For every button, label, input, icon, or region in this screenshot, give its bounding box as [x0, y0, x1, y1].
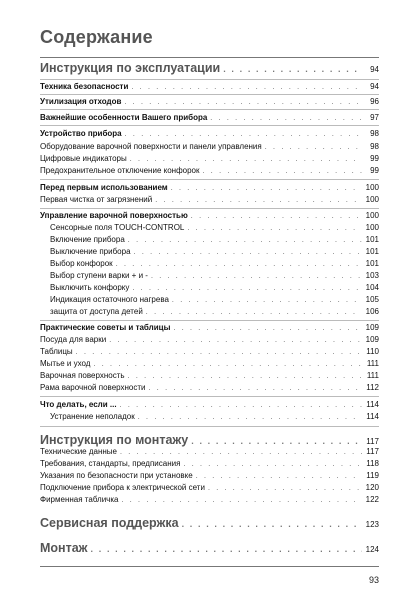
toc-entry-title: Включение прибора: [50, 235, 125, 244]
toc-entry-page: 100: [365, 195, 379, 204]
divider: [40, 396, 379, 397]
toc-entry-title: Практические советы и таблицы: [40, 323, 171, 332]
toc-entry[interactable]: [40, 371, 379, 382]
dot-leader: [116, 260, 362, 270]
dot-leader: [109, 336, 362, 346]
dot-leader: [171, 184, 362, 194]
toc-entry-title: Сенсорные поля TOUCH-CONTROL: [50, 223, 185, 232]
toc-entry-page: 94: [370, 65, 379, 74]
dot-leader: [223, 62, 362, 76]
toc-entry[interactable]: [40, 383, 379, 394]
toc-entry[interactable]: [40, 259, 379, 270]
dot-leader: [210, 114, 362, 124]
divider: [40, 125, 379, 126]
toc-entry-page: 111: [366, 371, 379, 380]
dot-leader: [146, 308, 362, 318]
dot-leader: [187, 224, 362, 234]
toc-entry-page: 97: [370, 113, 379, 122]
toc-entry[interactable]: [40, 183, 379, 194]
toc-entry[interactable]: [40, 471, 379, 482]
toc-entry[interactable]: [40, 271, 379, 282]
toc-entry-page: 105: [365, 295, 379, 304]
toc-entry[interactable]: [40, 97, 379, 108]
toc-entry-page: 100: [365, 183, 379, 192]
dot-leader: [120, 448, 362, 458]
toc-entry-title: Устройство прибора: [40, 129, 122, 138]
toc-entry-title: Мытье и уход: [40, 359, 91, 368]
dot-leader: [134, 248, 362, 258]
toc-entry-title: Техника безопасности: [40, 82, 129, 91]
toc-entry[interactable]: [40, 247, 379, 258]
footer-rule: [40, 566, 379, 567]
toc-entry-title: Требования, стандарты, предписания: [40, 459, 181, 468]
dot-leader: [125, 130, 362, 140]
toc-entry-title: Устранение неполадок: [50, 412, 135, 421]
toc-entry-page: 119: [366, 471, 379, 480]
toc-entry-page: 117: [366, 437, 379, 446]
dot-leader: [91, 542, 362, 556]
toc-entry[interactable]: [40, 113, 379, 124]
dot-leader: [155, 196, 362, 206]
toc-entry-title: Оборудование варочной поверхности и панели управления: [40, 142, 262, 151]
toc-entry[interactable]: [40, 483, 379, 494]
toc-entry-title: Рама варочной поверхности: [40, 383, 146, 392]
dot-leader: [183, 460, 362, 470]
toc-entry-page: 98: [370, 129, 379, 138]
dot-leader: [172, 296, 362, 306]
toc-entry-page: 123: [365, 520, 379, 529]
dot-leader: [138, 413, 362, 423]
toc-entry[interactable]: [40, 223, 379, 234]
dot-leader: [191, 434, 362, 448]
dot-leader: [130, 155, 362, 165]
toc-entry-page: 94: [370, 82, 379, 91]
toc-entry-title: Подключение прибора к электрической сети: [40, 483, 205, 492]
divider: [40, 179, 379, 180]
toc-entry-page: 101: [365, 259, 379, 268]
toc-entry-title: Первая чистка от загрязнений: [40, 195, 153, 204]
divider: [40, 208, 379, 209]
toc-entry-page: 100: [365, 223, 379, 232]
divider: [40, 94, 379, 95]
toc-entry[interactable]: [40, 154, 379, 165]
toc-entry-title: Управление варочной поверхностью: [40, 211, 188, 220]
toc-entry-page: 110: [366, 347, 379, 356]
toc-entry-page: 99: [370, 166, 379, 175]
dot-leader: [76, 348, 362, 358]
divider: [40, 320, 379, 321]
toc-entry[interactable]: [40, 283, 379, 294]
toc-entry[interactable]: [40, 335, 379, 346]
toc-entry[interactable]: [40, 323, 379, 334]
toc-entry-title: Указания по безопасности при установке: [40, 471, 193, 480]
toc-entry-title: Сервисная поддержка: [40, 516, 179, 530]
dot-leader: [128, 236, 362, 246]
divider: [40, 79, 379, 80]
dot-leader: [151, 272, 362, 282]
toc-entry-title: Что делать, если ...: [40, 400, 117, 409]
toc-entry-page: 101: [365, 247, 379, 256]
toc-entry-title: Утилизация отходов: [40, 97, 122, 106]
toc-entry-page: 114: [366, 400, 379, 409]
toc-entry[interactable]: [40, 400, 379, 411]
toc-entry-title: Инструкция по монтажу: [40, 433, 189, 447]
toc-entry[interactable]: [40, 129, 379, 140]
toc-entry-page: 109: [365, 335, 379, 344]
toc-entry-page: 117: [366, 447, 379, 456]
toc-entry-title: Индикация остаточного нагрева: [50, 295, 169, 304]
dot-leader: [131, 83, 362, 93]
toc-entry[interactable]: [40, 82, 379, 93]
dot-leader: [149, 384, 363, 394]
toc-entry-page: 109: [365, 323, 379, 332]
toc-entry-title: Выбор конфорок: [50, 259, 113, 268]
toc-entry-title: Выключить конфорку: [50, 283, 130, 292]
toc-entry[interactable]: [40, 359, 379, 370]
toc-entry-title: Таблицы: [40, 347, 73, 356]
toc-entry-page: 111: [366, 359, 379, 368]
dot-leader: [203, 167, 363, 177]
toc-entry[interactable]: [40, 459, 379, 470]
dot-leader: [124, 98, 362, 108]
toc-entry-page: 96: [370, 97, 379, 106]
toc-entry[interactable]: [40, 142, 379, 153]
dot-leader: [132, 284, 362, 294]
page-title: Содержание: [40, 27, 153, 47]
toc-entry-page: 120: [365, 483, 379, 492]
toc-entry-page: 99: [370, 154, 379, 163]
dot-leader: [191, 212, 362, 222]
toc-entry[interactable]: [40, 307, 379, 318]
toc-entry[interactable]: [40, 347, 379, 358]
dot-leader: [93, 360, 362, 370]
dot-leader: [173, 324, 362, 334]
title-rule: [40, 57, 379, 58]
toc-section-installation[interactable]: [40, 541, 379, 557]
dot-leader: [121, 496, 362, 506]
toc-entry-title: Варочная поверхность: [40, 371, 125, 380]
toc-entry[interactable]: [40, 495, 379, 506]
page-number: 93: [368, 575, 379, 585]
toc-entry-page: 100: [365, 211, 379, 220]
toc-entry[interactable]: [40, 166, 379, 177]
toc-entry-title: Монтаж: [40, 541, 88, 555]
dot-leader: [128, 372, 362, 382]
divider: [40, 426, 379, 427]
toc-entry-page: 101: [365, 235, 379, 244]
toc-entry-page: 124: [365, 545, 379, 554]
dot-leader: [208, 484, 362, 494]
toc-entry-title: Инструкция по эксплуатации: [40, 61, 221, 75]
toc-entry[interactable]: [40, 412, 379, 423]
toc-entry-title: Посуда для варки: [40, 335, 107, 344]
toc-entry-title: защита от доступа детей: [50, 307, 143, 316]
dot-leader: [196, 472, 362, 482]
toc-entry-page: 104: [365, 283, 379, 292]
toc-entry-title: Технические данные: [40, 447, 118, 456]
toc-entry-page: 98: [370, 142, 379, 151]
toc-entry[interactable]: [40, 295, 379, 306]
toc-entry[interactable]: [40, 211, 379, 222]
toc-entry-page: 106: [365, 307, 379, 316]
dot-leader: [120, 401, 362, 411]
toc-entry[interactable]: [40, 447, 379, 458]
divider: [40, 109, 379, 110]
toc-entry-title: Цифровые индикаторы: [40, 154, 127, 163]
toc-entry-title: Перед первым использованием: [40, 183, 168, 192]
toc-entry-page: 112: [366, 383, 379, 392]
toc-entry-page: 122: [365, 495, 379, 504]
dot-leader: [265, 143, 362, 153]
toc-entry-title: Предохранительное отключение конфорок: [40, 166, 200, 175]
toc-entry-page: 103: [365, 271, 379, 280]
toc-entry-title: Выключение прибора: [50, 247, 131, 256]
toc-section-operating-instructions[interactable]: [40, 61, 379, 77]
toc-entry-title: Важнейшие особенности Вашего прибора: [40, 113, 208, 122]
toc-entry-title: Выбор ступени варки + и -: [50, 271, 148, 280]
toc-entry[interactable]: [40, 195, 379, 206]
toc-section-service-support[interactable]: [40, 516, 379, 532]
toc-entry-title: Фирменная табличка: [40, 495, 119, 504]
toc-entry-page: 114: [366, 412, 379, 421]
toc-entry[interactable]: [40, 235, 379, 246]
dot-leader: [182, 517, 362, 531]
toc-entry-page: 118: [366, 459, 379, 468]
